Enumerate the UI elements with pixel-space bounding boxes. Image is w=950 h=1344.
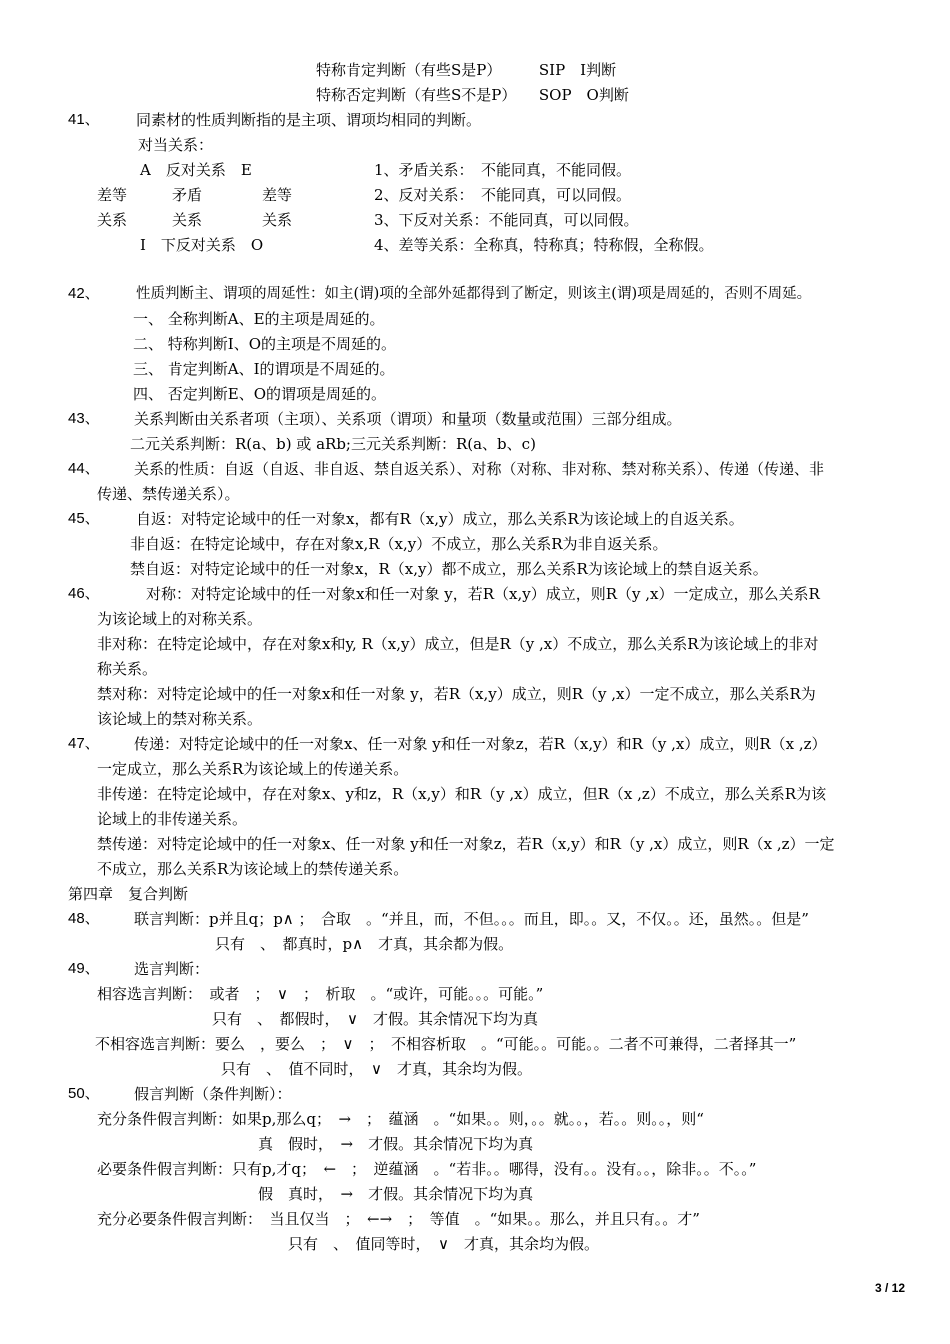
text-line: 联言判断：p并且q；p∧ ； 合取 。“并且，而，不但。。。而且，即。。又，不仅。。还，虽然。。但是” bbox=[134, 910, 809, 928]
text-line: 对称：对特定论域中的任一对象x和任一对象 y，若R（x,y）成立，则R（y ,x）一定成立，那么关系R bbox=[146, 585, 820, 603]
text-line: 一定成立，那么关系R为该论域上的传递关系。 bbox=[97, 760, 409, 778]
item-number: 43、 bbox=[68, 410, 100, 427]
text-line: 四、 否定判断E、O的谓项是周延的。 bbox=[133, 385, 387, 403]
text-line: 对当关系： bbox=[138, 136, 214, 154]
text-line: 4、差等关系：全称真，特称真；特称假，全称假。 bbox=[374, 236, 714, 254]
text-line: 特称肯定判断（有些S是P） SIP I判断 bbox=[316, 61, 617, 79]
text-line: 禁传递：对特定论域中的任一对象x、任一对象 y和任一对象z，若R（x,y）和R（y ,x）成立，则R（x ,z）一定 bbox=[97, 835, 835, 853]
text-line: 差等 矛盾 差等 bbox=[97, 186, 293, 204]
text-line: 非传递：在特定论域中，存在对象x、y和z，R（x,y）和R（y ,x）成立，但R（x ,z）不成立，那么关系R为该 bbox=[97, 785, 827, 803]
text-line: 自返：对特定论域中的任一对象x，都有R（x,y）成立，那么关系R为该论域上的自返关系。 bbox=[136, 510, 744, 528]
text-line: 不成立，那么关系R为该论域上的禁传递关系。 bbox=[97, 860, 409, 878]
text-line: 只有 、 都假时， ∨ 才假。其余情况下均为真 bbox=[212, 1010, 538, 1028]
item-number: 41、 bbox=[68, 111, 100, 128]
chapter-heading: 第四章 复合判断 bbox=[68, 885, 189, 903]
text-line: 传递、禁传递关系）。 bbox=[97, 485, 240, 503]
text-line: I 下反对关系 O bbox=[140, 236, 264, 254]
text-line: 二元关系判断：R(a、b) 或 aRb;三元关系判断：R(a、b、c) bbox=[130, 435, 536, 453]
text-line: 只有 、 值同等时， ∨ 才真，其余均为假。 bbox=[288, 1235, 599, 1253]
text-line: 称关系。 bbox=[97, 660, 158, 678]
text-line: 不相容选言判断：要么 ，要么 ； ∨ ； 不相容析取 。“可能。。可能。。二者不可兼得，二者择其一” bbox=[95, 1035, 797, 1053]
text-line: 必要条件假言判断：只有p,才q； ← ； 逆蕴涵 。“若非。。哪得，没有。。没有。。，除非。。不。。” bbox=[97, 1160, 757, 1178]
text-line: 二、 特称判断I、O的主项是不周延的。 bbox=[133, 335, 396, 353]
text-line: 相容选言判断： 或者 ； ∨ ； 析取 。“或许，可能。。。可能。” bbox=[97, 985, 544, 1003]
text-line: 真 假时， → 才假。其余情况下均为真 bbox=[258, 1135, 534, 1153]
item-number: 47、 bbox=[68, 735, 100, 752]
text-line: 性质判断主、谓项的周延性：如主(谓)项的全部外延都得到了断定，则该主(谓)项是周延的，否则不周延。 bbox=[136, 286, 812, 302]
text-line: 假言判断（条件判断）： bbox=[134, 1085, 292, 1103]
text-line: 非自返：在特定论域中，存在对象x,R（x,y）不成立，那么关系R为非自返关系。 bbox=[130, 535, 668, 553]
text-line: 2、反对关系： 不能同真，可以同假。 bbox=[374, 186, 632, 204]
text-line: 只有 、 都真时，p∧ 才真，其余都为假。 bbox=[215, 935, 514, 953]
page-number: 3 / 12 bbox=[874, 1281, 905, 1295]
text-line: 特称否定判断（有些S不是P） SOP O判断 bbox=[316, 86, 629, 104]
item-number: 48、 bbox=[68, 910, 100, 927]
text-line: 三、 肯定判断A、I的谓项是不周延的。 bbox=[133, 360, 395, 378]
item-number: 45、 bbox=[68, 510, 100, 527]
item-number: 50、 bbox=[68, 1085, 100, 1102]
text-line: 3、下反对关系：不能同真，可以同假。 bbox=[374, 211, 639, 229]
text-line: 选言判断： bbox=[134, 960, 210, 978]
text-line: 为该论域上的对称关系。 bbox=[97, 610, 263, 628]
text-line: 论域上的非传递关系。 bbox=[97, 810, 248, 828]
text-line: 一、 全称判断A、E的主项是周延的。 bbox=[133, 310, 385, 328]
text-line: 非对称：在特定论域中，存在对象x和y, R（x,y）成立，但是R（y ,x）不成立，那么关系R为该论域上的非对 bbox=[97, 635, 819, 653]
text-line: A 反对关系 E bbox=[140, 161, 252, 179]
text-line: 关系的性质：自返（自返、非自返、禁自返关系）、对称（对称、非对称、禁对称关系）、传递（传递、非 bbox=[134, 460, 825, 478]
text-line: 关系 关系 关系 bbox=[97, 211, 293, 229]
text-line: 1、矛盾关系： 不能同真，不能同假。 bbox=[374, 161, 632, 179]
item-number: 42、 bbox=[68, 285, 100, 302]
item-number: 44、 bbox=[68, 460, 100, 477]
text-line: 传递：对特定论域中的任一对象x、任一对象 y和任一对象z，若R（x,y）和R（y ,x）成立，则R（x ,z） bbox=[134, 735, 827, 753]
text-line: 充分条件假言判断：如果p,那么q； → ； 蕴涵 。“如果。。则，。。就。。，若。。则。。，则“ bbox=[97, 1110, 704, 1128]
text-line: 禁自返：对特定论域中的任一对象x，R（x,y）都不成立，那么关系R为该论域上的禁自返关系。 bbox=[130, 560, 768, 578]
text-line: 假 真时， → 才假。其余情况下均为真 bbox=[258, 1185, 534, 1203]
text-line: 只有 、 值不同时， ∨ 才真，其余均为假。 bbox=[221, 1060, 532, 1078]
text-line: 禁对称：对特定论域中的任一对象x和任一对象 y，若R（x,y）成立，则R（y ,x）一定不成立，那么关系R为 bbox=[97, 685, 816, 703]
text-line: 关系判断由关系者项（主项）、关系项（谓项）和量项（数量或范围）三部分组成。 bbox=[134, 410, 682, 428]
item-number: 49、 bbox=[68, 960, 100, 977]
text-line: 同素材的性质判断指的是主项、谓项均相同的判断。 bbox=[136, 111, 482, 129]
item-number: 46、 bbox=[68, 585, 100, 602]
text-line: 该论域上的禁对称关系。 bbox=[97, 710, 263, 728]
text-line: 充分必要条件假言判断： 当且仅当 ； ←→ ； 等值 。“如果。。那么，并且只有。。才” bbox=[97, 1210, 700, 1228]
